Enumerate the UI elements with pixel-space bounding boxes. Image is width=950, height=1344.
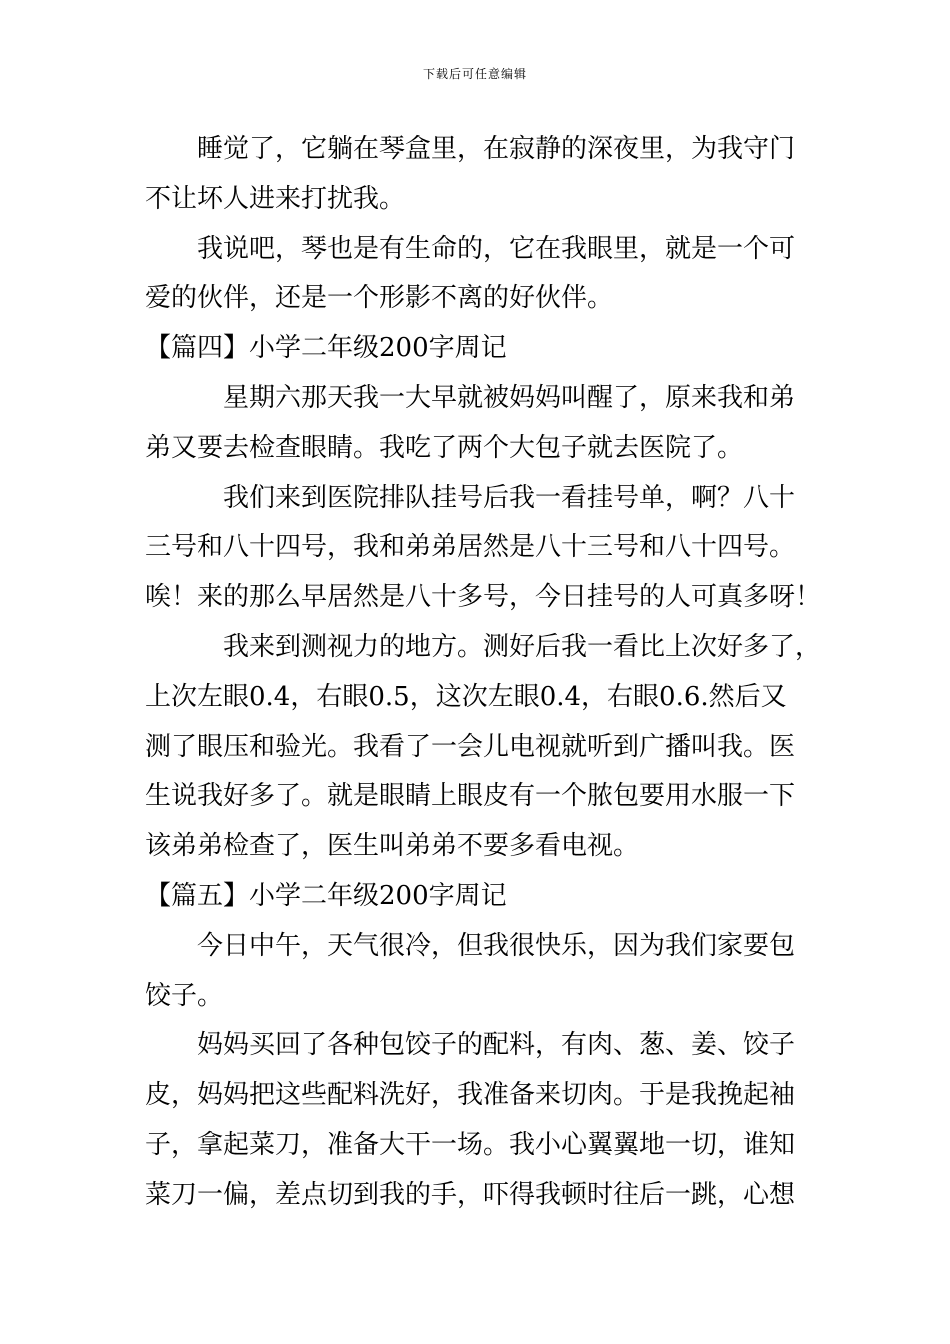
text-line: 今日中午，天气很冷，但我很快乐，因为我们家要包	[197, 930, 796, 961]
text-line: 皮，妈妈把这些配料洗好，我准备来切肉。于是我挽起袖	[145, 1080, 796, 1111]
text-line: 我们来到医院排队挂号后我一看挂号单，啊？八十	[223, 482, 796, 513]
text-line: 上次左眼0.4，右眼0.5，这次左眼0.4，右眼0.6.然后又	[145, 681, 787, 712]
text-line: 唉！来的那么早居然是八十多号，今日挂号的人可真多呀！	[145, 582, 822, 613]
document-body	[145, 125, 822, 1221]
text-line: 我来到测视力的地方。测好后我一看比上次好多了，	[223, 631, 822, 662]
text-line: 菜刀一偏，差点切到我的手，吓得我顿时往后一跳，心想	[145, 1179, 796, 1210]
text-line: 爱的伙伴，还是一个形影不离的好伙伴。	[145, 283, 614, 314]
text-line: 生说我好多了。就是眼睛上眼皮有一个脓包要用水服一下	[145, 781, 796, 812]
text-line: 三号和八十四号，我和弟弟居然是八十三号和八十四号。	[145, 532, 796, 563]
text-line: 妈妈买回了各种包饺子的配料，有肉、葱、姜、饺子	[197, 1030, 796, 1061]
text-line: 弟又要去检查眼睛。我吃了两个大包子就去医院了。	[145, 432, 744, 463]
section-heading: 【篇四】小学二年级200字周记	[145, 333, 507, 364]
section-heading: 【篇五】小学二年级200字周记	[145, 880, 507, 911]
text-line: 不让坏人进来打扰我。	[145, 183, 406, 214]
text-line: 我说吧，琴也是有生命的，它在我眼里，就是一个可	[197, 233, 796, 264]
text-line: 子，拿起菜刀，准备大干一场。我小心翼翼地一切，谁知	[145, 1129, 796, 1160]
text-line: 测了眼压和验光。我看了一会儿电视就听到广播叫我。医	[145, 731, 796, 762]
page-header: 下载后可任意编辑	[422, 67, 527, 81]
text-line: 睡觉了，它躺在琴盒里，在寂静的深夜里，为我守门	[197, 134, 796, 164]
text-line: 该弟弟检查了，医生叫弟弟不要多看电视。	[145, 831, 640, 862]
text-line: 饺子。	[145, 980, 224, 1011]
text-line: 星期六那天我一大早就被妈妈叫醒了，原来我和弟	[223, 382, 796, 413]
